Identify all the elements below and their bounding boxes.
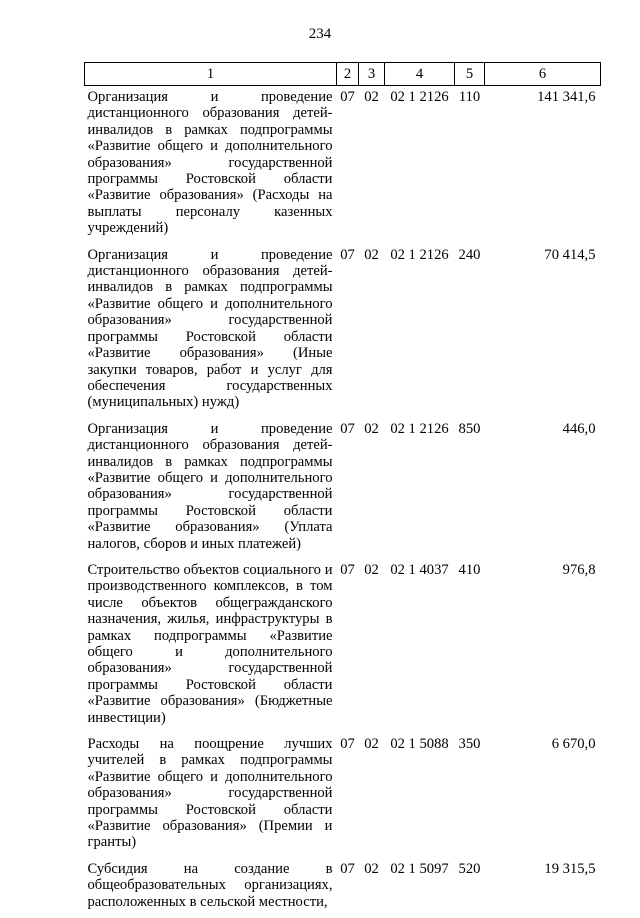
table-row — [85, 859, 601, 918]
column-header-vr: 5 — [455, 63, 485, 86]
subsection-code: 02 — [364, 420, 379, 437]
amount: 6 670,0 — [551, 736, 596, 753]
column-header-pr: 3 — [359, 63, 385, 86]
section-code: 07 — [340, 860, 355, 877]
expense-type-code: 350 — [458, 736, 481, 753]
expense-type-code: 410 — [458, 561, 481, 578]
table-row — [85, 560, 601, 734]
table-row — [85, 86, 601, 245]
section-code: 07 — [340, 246, 355, 263]
target-article-code: 02 1 2126 — [390, 420, 449, 437]
expense-type-code: 520 — [458, 860, 481, 877]
target-article-code: 02 1 5088 — [390, 736, 449, 753]
amount: 976,8 — [562, 561, 596, 578]
expense-type-code: 850 — [458, 420, 481, 437]
column-header-sum: 6 — [485, 63, 601, 86]
amount: 70 414,5 — [544, 246, 596, 263]
amount: 19 315,5 — [544, 860, 596, 877]
target-article-code: 02 1 2126 — [390, 89, 449, 105]
subsection-code: 02 — [364, 860, 379, 877]
amount: 141 341,6 — [537, 89, 596, 105]
section-code: 07 — [340, 736, 355, 753]
target-article-code: 02 1 4037 — [390, 561, 449, 578]
column-header-name: 1 — [85, 63, 337, 86]
section-code: 07 — [340, 420, 355, 437]
expense-type-code: 240 — [458, 246, 481, 263]
subsection-code: 02 — [364, 89, 379, 105]
target-article-code: 02 1 2126 — [390, 246, 449, 263]
budget-table — [84, 62, 601, 918]
subsection-code: 02 — [364, 561, 379, 578]
table-row — [85, 245, 601, 419]
table-row — [85, 734, 601, 859]
page-number: 234 — [308, 26, 332, 42]
table-header-row — [85, 63, 601, 86]
subsection-code: 02 — [364, 736, 379, 753]
expense-name: Строительство объектов социального и производственного комплексов, в том числе объектов общегражданского назначения, жилья, инфраструктуры в рамках подпрограммы «Развитие общего и дополнительного образования» государственной программы Ростовской области «Развитие образования» (Бюджетные инвестиции) — [87, 561, 333, 726]
column-header-csr: 4 — [385, 63, 455, 86]
table-row — [85, 419, 601, 560]
expense-name: Организация и проведение дистанционного образования детей-инвалидов в рамках подпрограммы «Развитие общего и дополнительного образования» государственной программы Ростовской области «Развитие образования» (Расходы на выплаты персоналу казенных учреждений) — [87, 89, 333, 237]
expense-name: Расходы на поощрение лучших учителей в рамках подпрограммы «Развитие общего и дополнительного образования» государственной программы Ростовской области «Развитие образования» (Премии и гранты) — [87, 736, 333, 851]
amount: 446,0 — [562, 420, 596, 437]
column-header-rz: 2 — [337, 63, 359, 86]
section-code: 07 — [340, 561, 355, 578]
expense-name: Организация и проведение дистанционного образования детей-инвалидов в рамках подпрограммы «Развитие общего и дополнительного образования» государственной программы Ростовской области «Развитие образования» (Иные закупки товаров, работ и услуг для обеспечения государственных (муниципальных) нужд) — [87, 246, 333, 411]
expense-name: Организация и проведение дистанционного образования детей-инвалидов в рамках подпрограммы «Развитие общего и дополнительного образования» государственной программы Ростовской области «Развитие образования» (Уплата налогов, сборов и иных платежей) — [87, 420, 333, 552]
subsection-code: 02 — [364, 246, 379, 263]
expense-type-code: 110 — [458, 89, 481, 105]
section-code: 07 — [340, 89, 355, 105]
expense-name: Субсидия на создание в общеобразовательных организациях, расположенных в сельской местности, — [87, 860, 333, 910]
target-article-code: 02 1 5097 — [390, 860, 449, 877]
